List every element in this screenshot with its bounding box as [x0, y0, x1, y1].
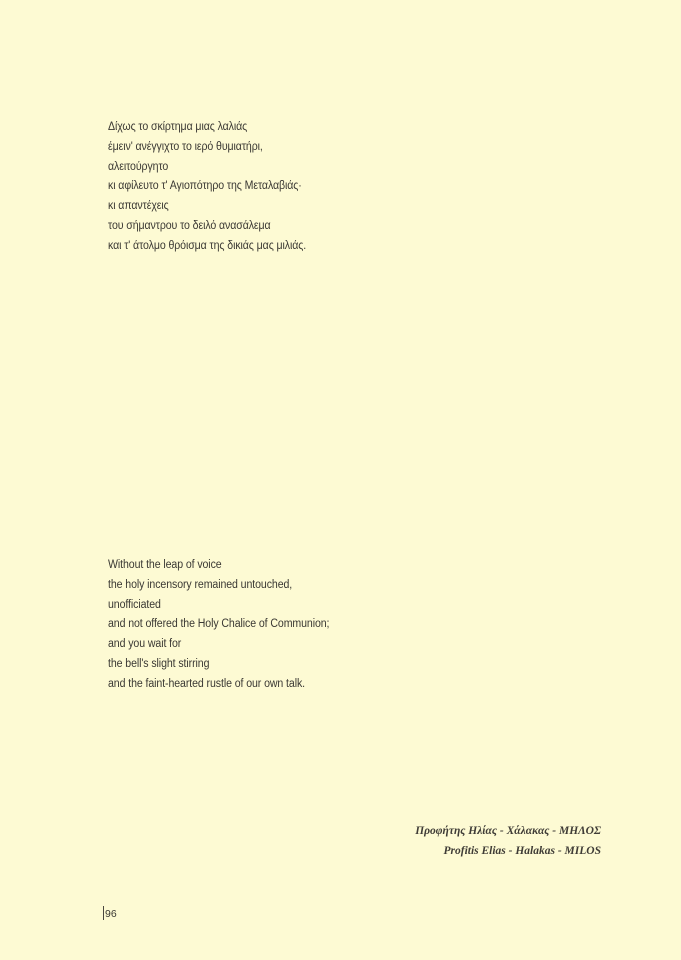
- poem-line: and not offered the Holy Chalice of Communion;: [108, 618, 330, 631]
- poem-line: Δίχως το σκίρτημα μιας λαλιάς: [108, 121, 248, 133]
- poem-line: αλειτούργητο: [108, 160, 169, 173]
- poem-line: του σήμαντρου το δειλό ανασάλεμα: [108, 219, 271, 232]
- english-poem: [108, 556, 349, 695]
- poem-line: κι αφίλευτο τ' Αγιοπότηρο της Μεταλαβιάς·: [108, 180, 302, 193]
- poem-line: the holy incensory remained untouched,: [108, 578, 293, 591]
- poem-line: and the faint-hearted rustle of our own talk.: [108, 677, 306, 690]
- poem-line: unofficiated: [108, 598, 161, 611]
- page-number-text: 96: [105, 908, 117, 920]
- poem-line: έμειν' ανέγγιχτο το ιερό θυμιατήρι,: [108, 140, 263, 153]
- page-number-rule: [103, 906, 104, 920]
- poem-line: the bell's slight stirring: [108, 657, 210, 670]
- greek-poem: [108, 118, 323, 257]
- poem-line: Without the leap of voice: [108, 559, 222, 571]
- poem-line: και τ' άτολμο θρόισμα της δικιάς μας μιλιάς.: [108, 239, 307, 252]
- caption-greek: Προφήτης Ηλίας - Χάλακας - ΜΗΛΟΣ: [415, 825, 601, 837]
- caption-english: Profitis Elias - Halakas - MILOS: [443, 845, 601, 857]
- poem-line: κι απαντέχεις: [108, 200, 169, 213]
- page-number: [103, 906, 117, 920]
- location-caption: [415, 821, 601, 861]
- poem-line: and you wait for: [108, 638, 182, 651]
